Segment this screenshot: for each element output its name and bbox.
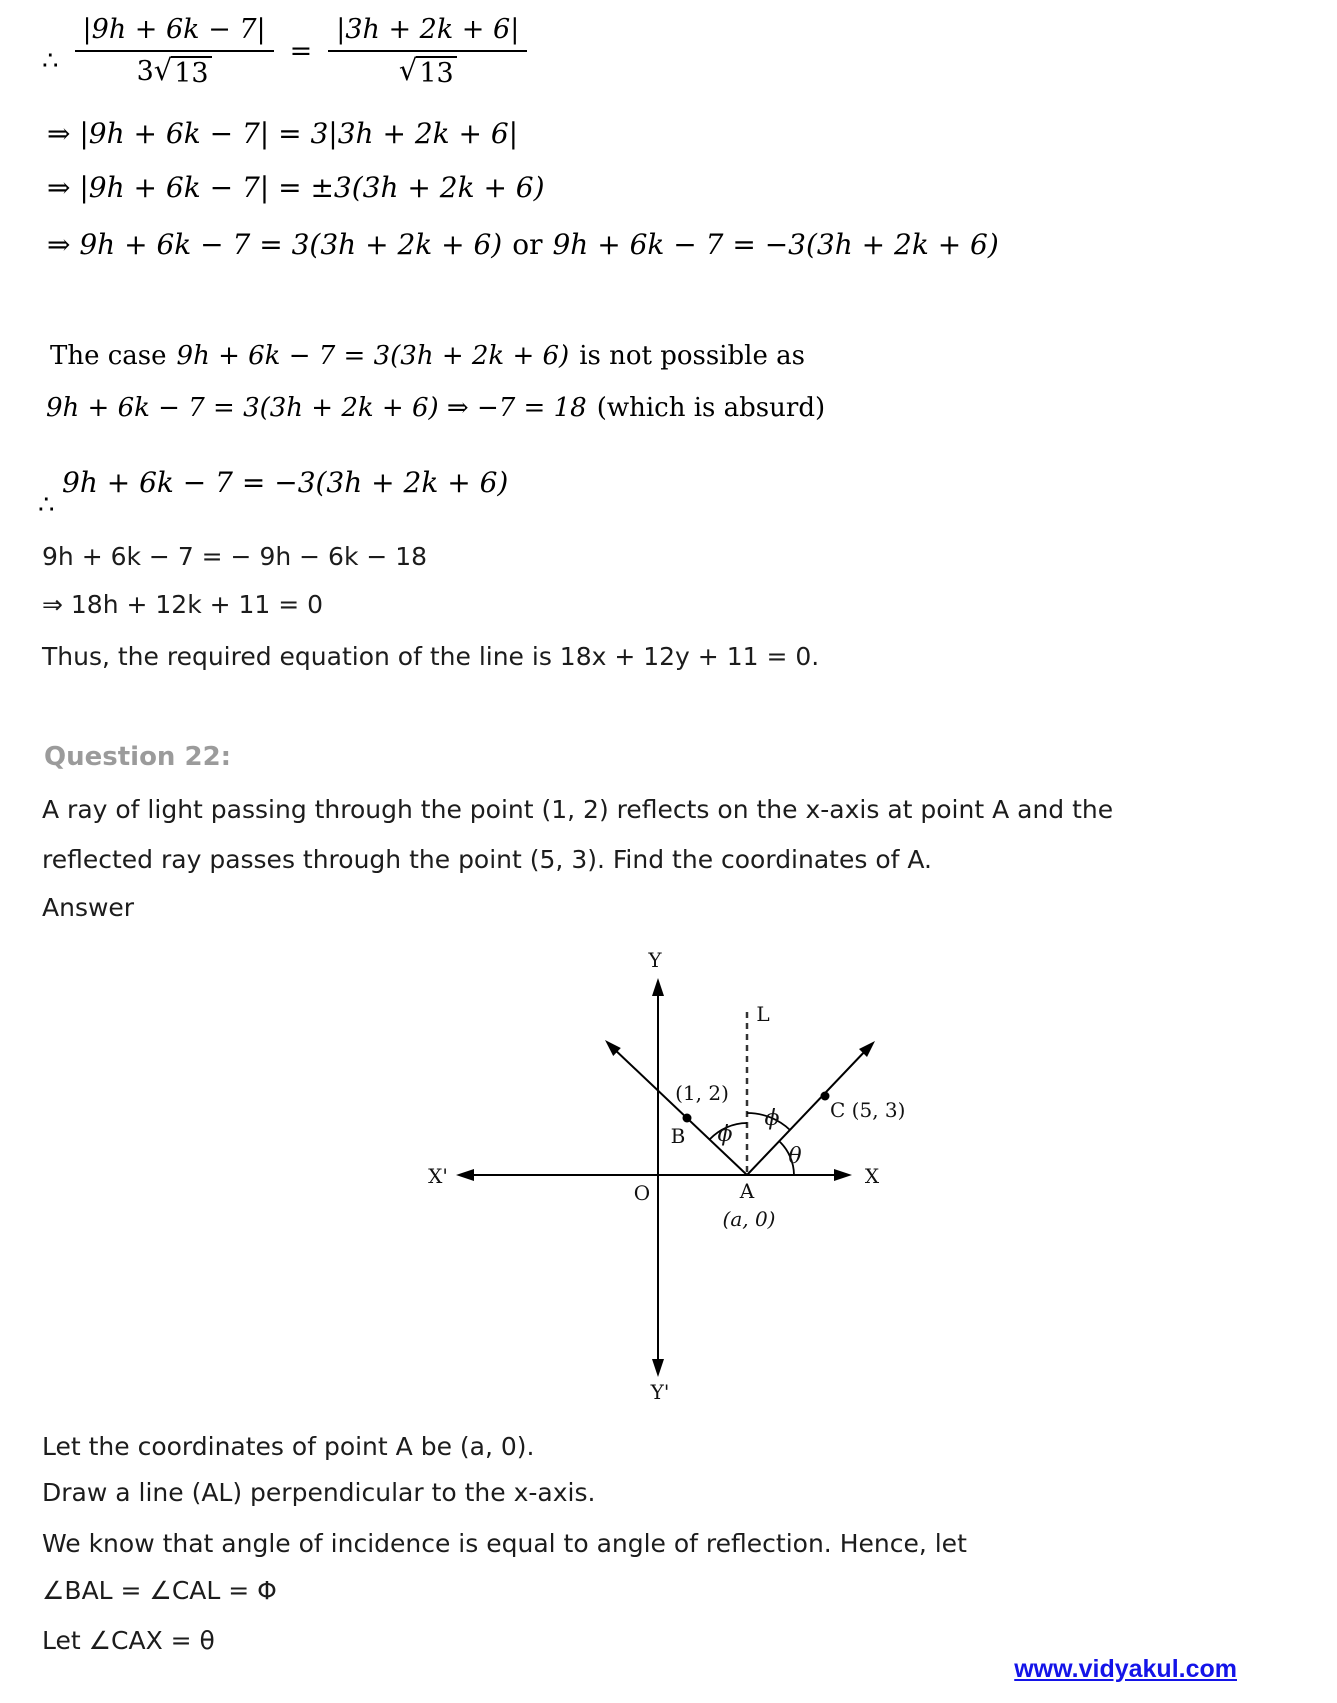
equation-step-4-first: ⇒ 9h + 6k − 7 = 3(3h + 2k + 6) xyxy=(47,228,503,261)
case-suffix: is not possible as xyxy=(579,341,805,371)
expanded-equation: 9h + 6k − 7 = − 9h − 6k − 18 xyxy=(42,542,428,571)
therefore-symbol: ∴ xyxy=(42,46,59,77)
or-word: or xyxy=(512,228,543,261)
x-axis-right-arrow-icon xyxy=(834,1169,852,1181)
phi-left-angle-label: ϕ xyxy=(717,1122,733,1147)
radical-sign: √ xyxy=(398,53,418,87)
theta-angle-label: θ xyxy=(788,1144,802,1169)
vidyakul-website-link[interactable]: www.vidyakul.com xyxy=(1014,1655,1237,1683)
fraction-left-numerator: |9h + 6k − 7| xyxy=(75,14,274,52)
equation-step-4 xyxy=(47,225,999,265)
fraction-right xyxy=(328,14,527,89)
working-line-3: We know that angle of incidence is equal to angle of reflection. Hence, let xyxy=(42,1529,967,1558)
case-statement xyxy=(50,336,805,376)
x-axis-left-arrow-icon xyxy=(456,1169,474,1181)
therefore-symbol: ∴ xyxy=(38,490,55,520)
therefore-equation: 9h + 6k − 7 = −3(3h + 2k + 6) xyxy=(62,466,509,499)
point-b-label: B xyxy=(670,1124,686,1148)
point-b-dot xyxy=(683,1114,692,1123)
working-line-5: Let ∠CAX = θ xyxy=(42,1626,215,1655)
origin-label: O xyxy=(633,1181,651,1205)
equals-sign: = xyxy=(289,35,313,67)
point-a-label: A xyxy=(739,1179,755,1203)
equation-step-4-second: 9h + 6k − 7 = −3(3h + 2k + 6) xyxy=(552,228,999,261)
y-prime-axis-label: Y' xyxy=(650,1380,670,1404)
absurd-note: (which is absurd) xyxy=(596,393,826,423)
radicand: 13 xyxy=(416,56,456,89)
question-text-line-1: A ray of light passing through the point (1, 2) reflects on the x-axis at point A and the xyxy=(42,795,1114,824)
case-prefix: The case xyxy=(50,341,167,371)
radical-sign: √ xyxy=(153,53,173,87)
working-line-4: ∠BAL = ∠CAL = Φ xyxy=(42,1576,277,1605)
equation-step-3: ⇒ |9h + 6k − 7| = ±3(3h + 2k + 6) xyxy=(47,171,545,204)
question-label: Question 22: xyxy=(44,742,232,772)
question-text-line-2: reflected ray passes through the point (5, 3). Find the coordinates of A. xyxy=(42,845,932,874)
point-c-coordinates-label: C (5, 3) xyxy=(830,1098,906,1122)
reflection-diagram xyxy=(400,945,960,1410)
simplified-equation: ⇒ 18h + 12k + 11 = 0 xyxy=(42,590,324,619)
y-axis-down-arrow-icon xyxy=(652,1359,664,1377)
incident-ray-line xyxy=(612,1047,747,1175)
point-l-label: L xyxy=(756,1002,770,1026)
answer-label: Answer xyxy=(42,893,135,922)
x-prime-axis-label: X' xyxy=(428,1164,448,1188)
y-axis-label: Y xyxy=(648,948,662,972)
equation-step-2: ⇒ |9h + 6k − 7| = 3|3h + 2k + 6| xyxy=(47,117,519,150)
fraction-left-denominator xyxy=(137,52,212,89)
equation-fraction-line xyxy=(42,14,527,89)
point-c-dot xyxy=(821,1092,830,1101)
case-equation: 9h + 6k − 7 = 3(3h + 2k + 6) xyxy=(176,341,570,371)
point-a-coordinates-label: (a, 0) xyxy=(722,1207,776,1231)
fraction-left xyxy=(75,14,274,89)
x-axis-label: X xyxy=(864,1164,880,1188)
absurd-equation: 9h + 6k − 7 = 3(3h + 2k + 6) ⇒ −7 = 18 xyxy=(46,393,587,423)
conclusion-line: Thus, the required equation of the line is 18x + 12y + 11 = 0. xyxy=(42,642,820,671)
radicand: 13 xyxy=(171,56,211,89)
absurd-statement xyxy=(46,388,825,428)
y-axis-up-arrow-icon xyxy=(652,978,664,996)
fraction-right-denominator xyxy=(399,52,457,89)
working-line-2: Draw a line (AL) perpendicular to the x-axis. xyxy=(42,1478,596,1507)
phi-right-angle-label: ϕ xyxy=(764,1106,780,1131)
working-line-1: Let the coordinates of point A be (a, 0). xyxy=(42,1432,535,1461)
denominator-coefficient: 3 xyxy=(136,56,154,87)
point-b-coordinates-label: (1, 2) xyxy=(675,1081,729,1105)
fraction-right-numerator: |3h + 2k + 6| xyxy=(328,14,527,52)
